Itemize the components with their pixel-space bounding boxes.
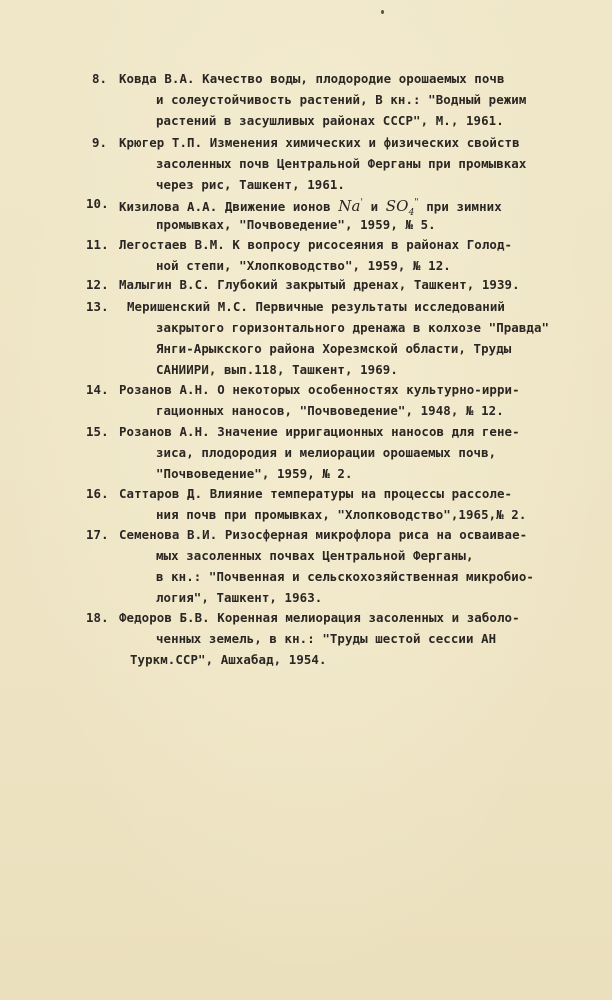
sulfate-ion-formula: $SO_4^"$ xyxy=(385,197,419,218)
reference-line: Крюгер Т.П. Изменения химических и физических свойств xyxy=(119,135,520,150)
reference-line: мых засоленных почвах Центральной Ферганы, xyxy=(156,548,474,563)
reference-number: 16. xyxy=(86,486,109,501)
reference-line: гационных наносов, "Почвоведение", 1948, № 12. xyxy=(156,403,504,418)
reference-line: логия", Ташкент, 1963. xyxy=(156,590,323,605)
reference-line: САНИИРИ, вып.118, Ташкент, 1969. xyxy=(156,362,398,377)
reference-text: и xyxy=(363,199,386,214)
reference-line: зиса, плодородия и мелиорации орошаемых почв, xyxy=(156,445,497,460)
reference-line: растений в засушливых районах СССР", М., 1961. xyxy=(156,113,504,128)
reference-line: Малыгин В.С. Глубокий закрытый дренах, Ташкент, 1939. xyxy=(119,277,520,292)
reference-line: ной степи, "Хлопководство", 1959, № 12. xyxy=(156,258,451,273)
reference-number: 11. xyxy=(86,237,109,252)
ink-speck xyxy=(381,10,384,14)
reference-number: 9. xyxy=(92,135,108,150)
reference-line: через рис, Ташкент, 1961. xyxy=(156,177,345,192)
reference-line: Федоров Б.В. Коренная мелиорация засоленных и заболо- xyxy=(119,610,520,625)
reference-number: 14. xyxy=(86,382,109,397)
reference-line: в кн.: "Почвенная и сельскохозяйственная микробио- xyxy=(156,569,534,584)
reference-number: 10. xyxy=(86,196,109,211)
reference-line: ченных земель, в кн.: "Труды шестой сессии АН xyxy=(156,631,497,646)
reference-line: Саттаров Д. Влияние температуры на процессы рассоле- xyxy=(119,486,513,501)
reference-line: "Почвоведение", 1959, № 2. xyxy=(156,466,353,481)
reference-number: 15. xyxy=(86,424,109,439)
reference-number: 13. xyxy=(86,299,109,314)
reference-line: Легостаев В.М. К вопросу рисосеяния в районах Голод- xyxy=(119,237,513,252)
sodium-ion-formula: Na' xyxy=(338,197,364,215)
reference-line: Янги-Арыкского района Хорезмской области, Труды xyxy=(156,341,512,356)
reference-line: Розанов А.Н. Значение ирригационных наносов для гене- xyxy=(119,424,520,439)
reference-number: 12. xyxy=(86,277,109,292)
reference-line: Розанов А.Н. О некоторых особенностях культурно-ирри- xyxy=(119,382,520,397)
reference-text: Кизилова А.А. Движение ионов xyxy=(119,199,339,214)
reference-line: Туркм.ССР", Ашхабад, 1954. xyxy=(130,652,327,667)
reference-line: засоленных почв Центральной Ферганы при промывках xyxy=(156,156,527,171)
reference-line: Семенова В.И. Ризосферная микрофлора риса на осваивае- xyxy=(119,527,528,542)
reference-number: 8. xyxy=(92,71,108,86)
reference-number: 17. xyxy=(86,527,109,542)
reference-line: ния почв при промывках, "Хлопководство",1965,№ 2. xyxy=(156,507,527,522)
reference-line: закрытого горизонтального дренажа в колхозе "Правда" xyxy=(156,320,550,335)
reference-text: при зимних xyxy=(418,199,502,214)
reference-line: Меришенский М.С. Первичные результаты исследований xyxy=(127,299,505,314)
reference-line: промывках, "Почвоведение", 1959, № 5. xyxy=(156,217,436,232)
reference-line: Ковда В.А. Качество воды, плодородие орошаемых почв xyxy=(119,71,505,86)
reference-number: 18. xyxy=(86,610,109,625)
reference-line: и солеустойчивость растений, В кн.: "Водный режим xyxy=(156,92,527,107)
